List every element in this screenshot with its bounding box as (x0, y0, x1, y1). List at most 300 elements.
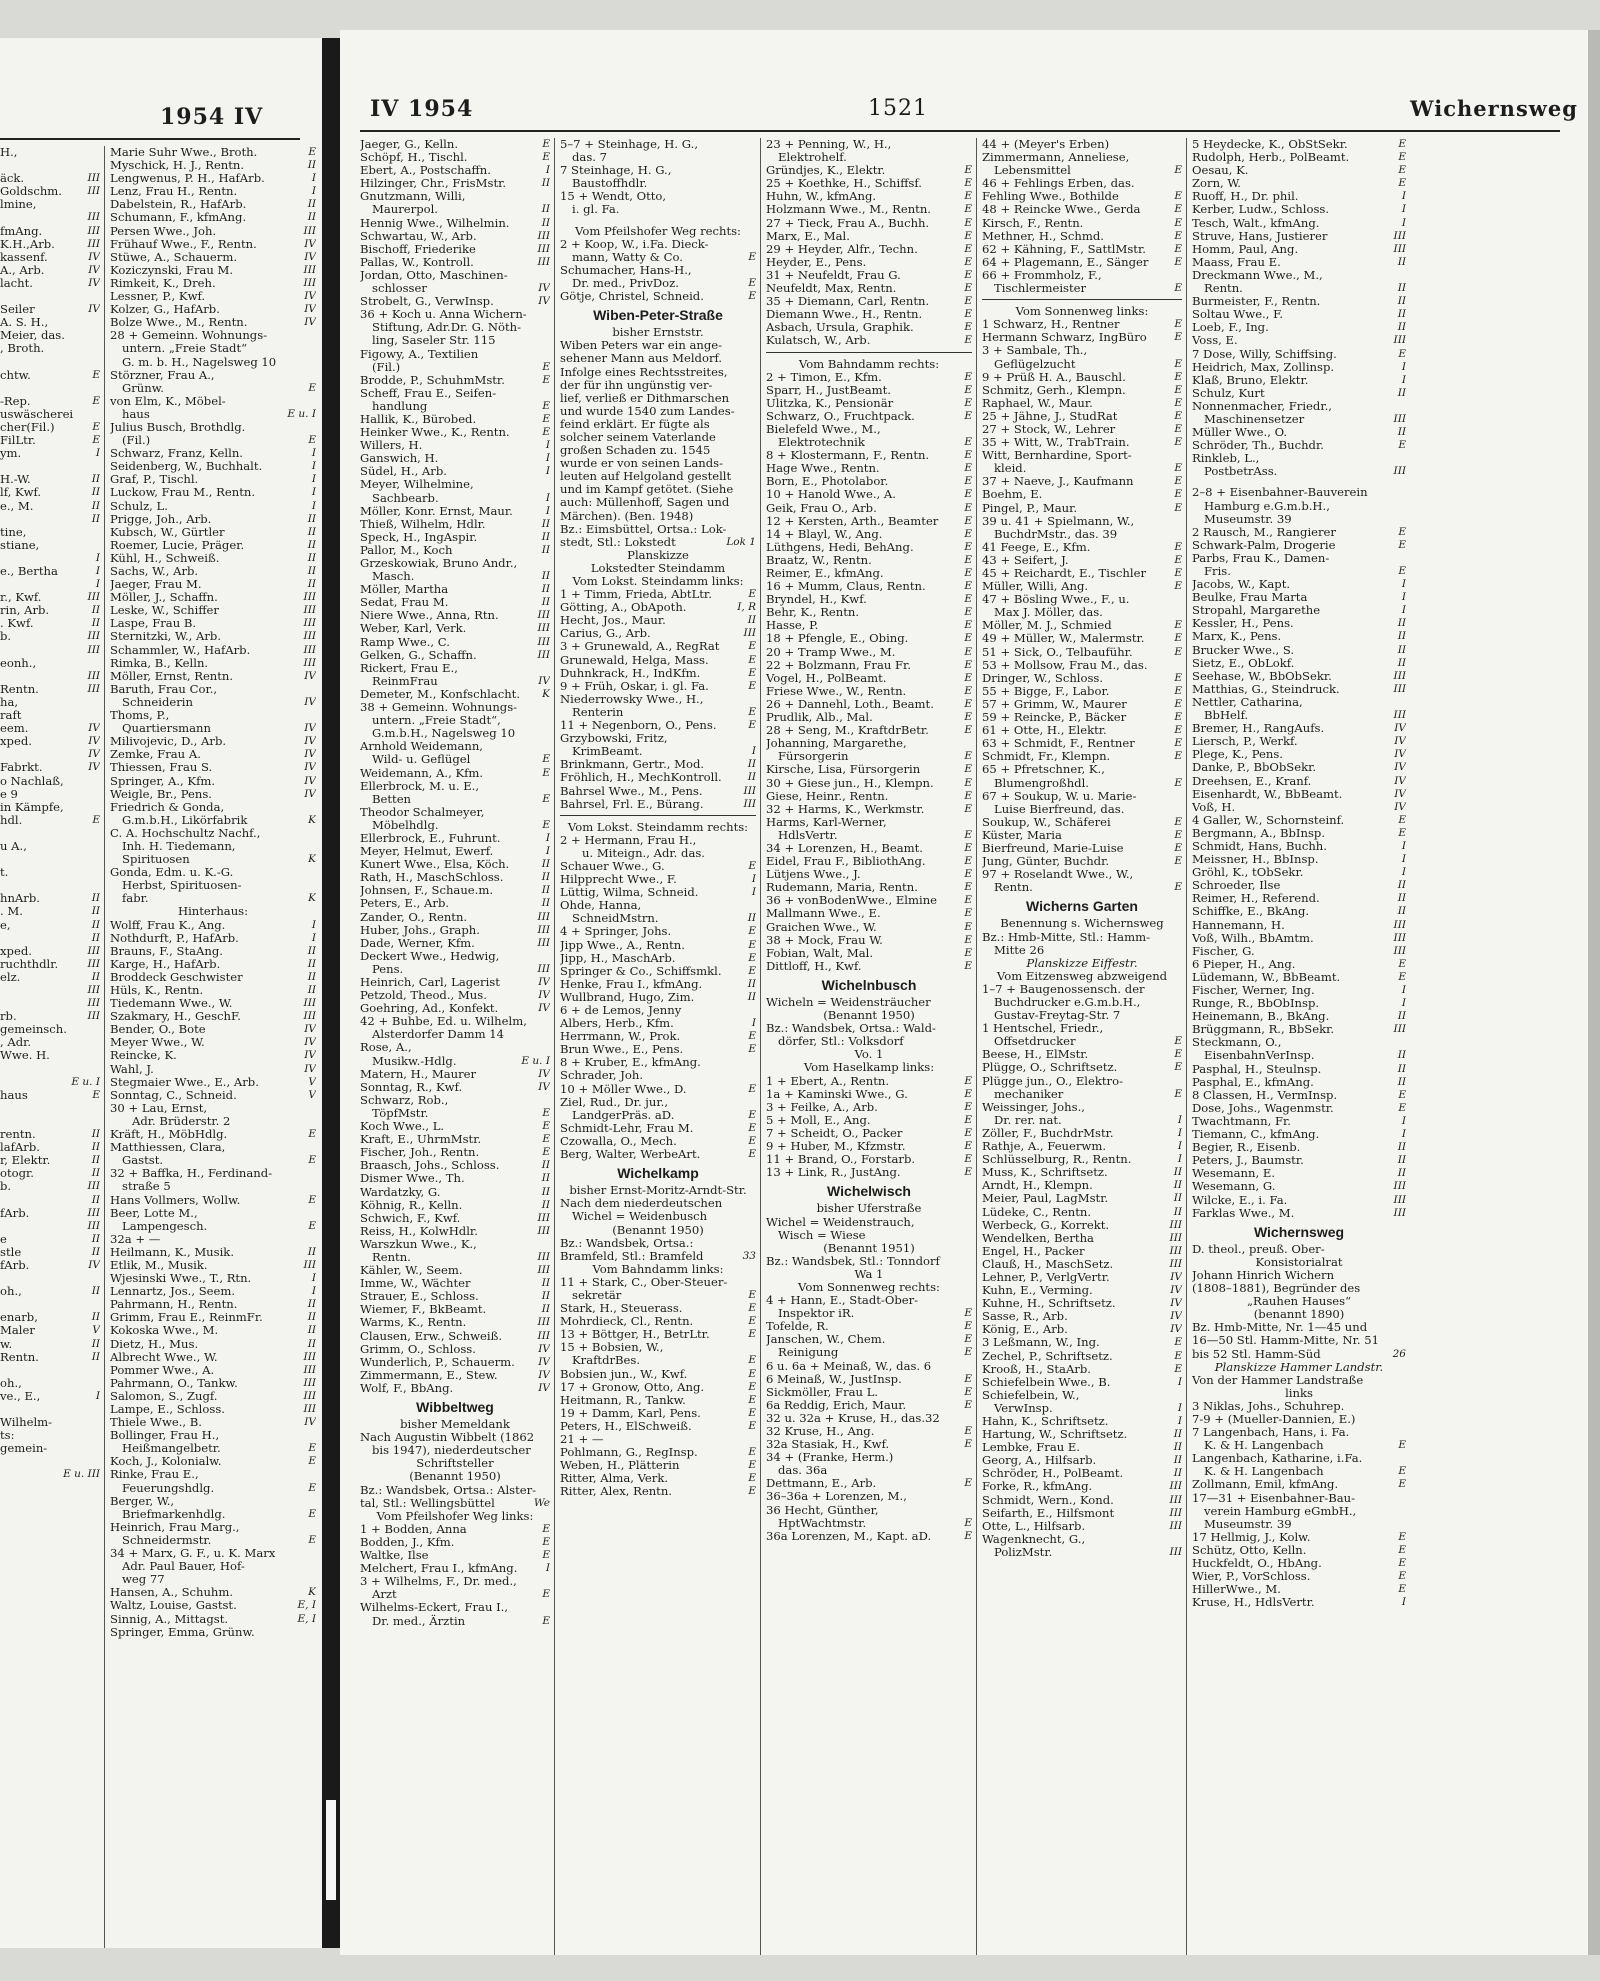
floor-marker: IV (88, 761, 100, 774)
entry-text: Tischlermeister (994, 281, 1087, 296)
entry-text: Wesemann, G. (1192, 1179, 1276, 1194)
directory-entry (0, 1416, 100, 1429)
entry-text: Pasphal, H., Steulnsp. (1192, 1061, 1322, 1076)
entry-text: das. 7 (572, 150, 608, 165)
floor-marker: III (537, 609, 550, 622)
entry-text: Museumstr. 39 (1204, 1516, 1292, 1531)
entry-text: Jacobs, W., Kapt. (1192, 577, 1291, 592)
floor-marker: E (964, 1516, 972, 1529)
entry-text: Vom Haselkamp links: (803, 1060, 935, 1075)
entry-text: Pasphal, E., kfmAng. (1192, 1074, 1314, 1089)
floor-marker: II (91, 1128, 100, 1141)
floor-marker: III (87, 643, 100, 656)
entry-text: Heinrich, Frau Marg., (110, 1519, 240, 1534)
street-title (1192, 1220, 1406, 1243)
entry-text: Fürsorgerin (778, 749, 849, 764)
entry-text: Herbst, Spirituosen- (122, 878, 242, 893)
entry-text: LandgerPräs. aD. (572, 1107, 675, 1122)
floor-marker: E (748, 640, 756, 653)
entry-text: Warms, K., Rentn. (360, 1315, 467, 1330)
entry-text: Vogel, H., PolBeamt. (766, 670, 887, 685)
entry-text: Hage Wwe., Rentn. (766, 461, 880, 476)
floor-marker: E (542, 792, 550, 805)
entry-text: Dr. med., PrivDoz. (572, 275, 679, 290)
entry-text: 9 + Früh, Oskar, i. gl. Fa. (560, 678, 709, 693)
floor-marker: K (542, 687, 550, 700)
entry-text: Adr. Paul Bauer, Hof- (122, 1559, 245, 1574)
entry-text: Ebert, A., Postschaffn. (360, 163, 491, 178)
directory-entry (360, 1382, 550, 1395)
floor-marker: E (1174, 1349, 1182, 1362)
floor-marker: E (964, 1166, 972, 1179)
floor-marker: E (748, 653, 756, 666)
floor-marker: II (91, 918, 100, 931)
entry-text: Fobian, Walt, Mal. (766, 945, 874, 960)
floor-marker: E (308, 1128, 316, 1141)
floor-marker: E u. I (521, 1054, 550, 1067)
floor-marker: E (308, 1219, 316, 1232)
floor-marker: E (964, 959, 972, 972)
floor-marker: III (537, 910, 550, 923)
entry-text: Peters, J., Baumstr. (1192, 1153, 1304, 1168)
entry-text: BuchdrMstr., das. 39 (994, 526, 1118, 541)
floor-marker: II (747, 990, 756, 1003)
entry-text: kassenf. (0, 249, 48, 264)
directory-entry (0, 342, 100, 355)
floor-marker: E (964, 527, 972, 540)
floor-marker: IV (1170, 1310, 1182, 1323)
floor-marker: E (542, 818, 550, 831)
entry-text: Hasse, P. (766, 618, 819, 633)
entry-text: 12 + Kersten, Arth., Beamter (766, 513, 939, 528)
entry-text: Rentn. (1204, 281, 1243, 296)
entry-text: Wesemann, E. (1192, 1166, 1276, 1181)
floor-marker: II (747, 758, 756, 771)
entry-text: Gastst. (122, 1153, 164, 1168)
floor-marker: E (1398, 1101, 1406, 1114)
floor-marker: E (964, 1346, 972, 1359)
entry-text: Meyer, Wilhelmine, (360, 477, 474, 492)
floor-marker: IV (304, 735, 316, 748)
floor-marker: II (307, 944, 316, 957)
directory-entry (0, 1049, 100, 1062)
floor-marker: IV (304, 1023, 316, 1036)
entry-text: Tiemann, C., kfmAng. (1192, 1127, 1320, 1142)
floor-marker: III (1169, 1519, 1182, 1532)
entry-text: Niere Wwe., Anna, Rtn. (360, 608, 499, 623)
floor-marker: IV (304, 303, 316, 316)
floor-marker: II (541, 1290, 550, 1303)
floor-marker: E (964, 216, 972, 229)
entry-text: 57 + Grimm, W., Maurer (982, 696, 1127, 711)
entry-text: VerwInsp. (994, 1400, 1053, 1415)
floor-marker: IV (538, 1342, 550, 1355)
entry-text: Vom Sonnenweg rechts: (798, 1279, 940, 1294)
floor-marker: III (87, 669, 100, 682)
entry-text: Roemer, Lucie, Präger. (110, 537, 245, 552)
entry-text: Sonntag, C., Schneid. (110, 1087, 237, 1102)
entry-text: Berg, Walter, WerbeArt. (560, 1147, 701, 1162)
floor-marker: IV (304, 290, 316, 303)
entry-text: Wibbeltweg (416, 1399, 494, 1415)
entry-text: lief, verließ er Dithmarschen (560, 390, 730, 405)
floor-marker: E (1174, 216, 1182, 229)
entry-text: Plügge jun., O., Elektro- (982, 1073, 1123, 1088)
entry-text: Bierfreund, Marie-Luise (982, 840, 1124, 855)
entry-text: Jaeger, Frau M. (110, 577, 202, 592)
entry-text: Beese, H., ElMstr. (982, 1047, 1089, 1062)
directory-entry (1192, 465, 1406, 478)
entry-text: K.H.,Arb. (0, 236, 55, 251)
entry-text: Rickert, Frau E., (360, 660, 458, 675)
entry-text: und im Kampf getötet. (Siehe (560, 482, 734, 497)
floor-marker: III (87, 1180, 100, 1193)
floor-marker: E (964, 828, 972, 841)
floor-marker: III (743, 627, 756, 640)
floor-marker: III (303, 276, 316, 289)
floor-marker: I (95, 1389, 100, 1402)
entry-text: 1–7 + Baugenossensch. der (982, 981, 1145, 996)
entry-text: untern. „Freie Stadt“ (122, 341, 248, 356)
floor-marker: III (1169, 1244, 1182, 1257)
entry-text: chtw. (0, 367, 31, 382)
entry-text: Schwich, F., Kwf. (360, 1210, 461, 1225)
floor-marker: II (91, 905, 100, 918)
right-page (340, 30, 1588, 1955)
directory-entry (0, 630, 100, 643)
entry-text: Jipp Wwe., A., Rentn. (560, 937, 685, 952)
floor-marker: E (964, 1153, 972, 1166)
floor-marker: I (1177, 1375, 1182, 1388)
entry-text: 7 + Scheidt, O., Packer (766, 1125, 903, 1140)
floor-marker: IV (538, 295, 550, 308)
entry-text: Lokstedter Steindamm (590, 560, 726, 575)
entry-text: bisher Uferstraße (816, 1201, 922, 1216)
floor-marker: II (541, 543, 550, 556)
entry-text: mechaniker (994, 1086, 1064, 1101)
entry-text: Behr, K., Rentn. (766, 605, 860, 620)
entry-text: (Benannt 1950) (823, 1008, 915, 1023)
floor-marker: III (537, 622, 550, 635)
entry-text: Plügge, O., Schriftsetz. (982, 1060, 1118, 1075)
floor-marker: III (1393, 1023, 1406, 1036)
floor-marker: IV (538, 1381, 550, 1394)
entry-text: Grimm, Frau E., ReinmFr. (110, 1310, 263, 1325)
left-page (0, 38, 322, 1948)
floor-marker: E (748, 1108, 756, 1121)
street-title (766, 973, 972, 996)
floor-marker: E (1174, 828, 1182, 841)
entry-text: Seifarth, E., Hilfsmont (982, 1505, 1115, 1520)
floor-marker: II (541, 570, 550, 583)
floor-marker: II (1397, 308, 1406, 321)
entry-text: Elektrotechnik (778, 435, 865, 450)
floor-marker: II (541, 1185, 550, 1198)
floor-marker: E (542, 1120, 550, 1133)
entry-text: Vom Lokst. Steindamm links: (572, 574, 744, 588)
floor-marker: E (1398, 970, 1406, 983)
floor-marker: II (541, 1159, 550, 1172)
entry-text: Hennig Wwe., Wilhelmin. (360, 215, 510, 230)
directory-entry (0, 1455, 100, 1468)
entry-text: Twachtmann, Fr. (1192, 1113, 1291, 1128)
entry-text: Loeb, F., Ing. (1192, 320, 1269, 335)
floor-marker: E (964, 242, 972, 255)
floor-marker: E (964, 190, 972, 203)
floor-marker: E (964, 501, 972, 514)
entry-text: Graf, P., Tischl. (110, 472, 199, 487)
entry-text: eem. (0, 721, 29, 736)
entry-text: Fabrkt. (0, 760, 43, 775)
entry-text: 32 + Harms, K., Werkmstr. (766, 801, 925, 816)
entry-text: 17—31 + Eisenbahner-Bau- (1192, 1490, 1356, 1505)
entry-text: Springer, Emma, Grünw. (110, 1624, 255, 1639)
street-title (982, 894, 1182, 917)
entry-text: Jordan, Otto, Maschinen- (360, 267, 508, 282)
entry-text: 6 + de Lemos, Jenny (560, 1003, 682, 1017)
entry-text: lf, Kwf. (0, 485, 42, 500)
entry-text: dörfer, Stl.: Volksdorf (778, 1034, 904, 1049)
entry-text: Wolf, F., BbAng. (360, 1380, 454, 1395)
floor-marker: III (1393, 334, 1406, 347)
entry-text: Möller, M. J., Schmied (982, 618, 1112, 633)
floor-marker: II (541, 177, 550, 190)
entry-text: Meier, das. (0, 328, 65, 343)
entry-text: 5 Heydecke, K., ObStSekr. (1192, 138, 1348, 151)
entry-text: Laspe, Frau B. (110, 616, 197, 631)
entry-text: Bobsien jun., W., Kwf. (560, 1366, 688, 1381)
entry-text: Langenbach, Katharine, i.Fa. (1192, 1451, 1363, 1466)
floor-marker: I (545, 831, 550, 844)
floor-marker: E (748, 1288, 756, 1301)
floor-marker: III (537, 229, 550, 242)
entry-text: ReinmFrau (372, 673, 438, 688)
floor-marker: III (87, 1219, 100, 1232)
floor-marker: E (964, 593, 972, 606)
entry-text: Springer, A., Kfm. (110, 773, 216, 788)
entry-text: Geik, Frau O., Arb. (766, 500, 877, 515)
entry-text: Vo. 1 (854, 1047, 884, 1062)
column-e (982, 138, 1182, 1559)
entry-text: Born, E., Photolabor. (766, 474, 889, 489)
floor-marker: IV (1394, 787, 1406, 800)
entry-text: Hannemann, H. (1192, 917, 1285, 932)
entry-text: 4 Galler, W., Schornsteinf. (1192, 812, 1345, 827)
directory-entry (982, 881, 1182, 894)
entry-text: 8 Classen, H., VermInsp. (1192, 1087, 1338, 1102)
floor-marker: E (964, 488, 972, 501)
entry-text: Matern, H., Maurer (360, 1066, 477, 1081)
floor-marker: II (307, 512, 316, 525)
floor-marker: I (545, 452, 550, 465)
right-header-rule (360, 130, 1560, 132)
directory-entry (0, 500, 100, 513)
entry-text: Demeter, M., Konfschlacht. (360, 686, 521, 701)
floor-marker: E (308, 381, 316, 394)
entry-text: 2 + Hermann, Frau H., (560, 832, 697, 847)
floor-marker: E (542, 138, 550, 150)
entry-text: Thiessen, Frau S. (110, 760, 213, 775)
entry-text: Julius Busch, Brothdlg. (110, 419, 246, 434)
entry-text: Musikw.-Hdlg. (372, 1053, 457, 1068)
entry-text: r., Kwf. (0, 590, 42, 605)
entry-text: Betten (372, 791, 412, 806)
entry-text: Rentn. (0, 681, 39, 696)
floor-marker: E (748, 925, 756, 938)
entry-text: 1 + Bodden, Anna (360, 1521, 467, 1536)
floor-marker: E (964, 881, 972, 894)
entry-text: Lüttig, Wilma, Schneid. (560, 885, 699, 900)
floor-marker: II (91, 604, 100, 617)
floor-marker: I (545, 465, 550, 478)
entry-text: Kolzer, G., HafArb. (110, 302, 220, 317)
entry-text: 3 + Grunewald, A., RegRat (560, 639, 720, 654)
entry-text: Rathje, A., Feuerwm. (982, 1139, 1107, 1154)
floor-marker: II (307, 211, 316, 224)
floor-marker: I (1177, 1401, 1182, 1414)
entry-text: Sickmöller, Frau L. (766, 1384, 879, 1399)
floor-marker: I (545, 504, 550, 517)
floor-marker: III (87, 1010, 100, 1023)
entry-text: 49 + Müller, W., Malermstr. (982, 631, 1145, 646)
floor-marker: II (747, 977, 756, 990)
entry-text: 1 + Timm, Frieda, AbtLtr. (560, 587, 712, 602)
entry-text: Kulatsch, W., Arb. (766, 333, 871, 348)
floor-marker: II (91, 1141, 100, 1154)
floor-marker: I (1401, 203, 1406, 216)
entry-text: Springer & Co., Schiffsmkl. (560, 963, 722, 978)
floor-marker: E (964, 907, 972, 920)
entry-text: Masch. (372, 569, 415, 584)
floor-marker: E (1398, 525, 1406, 538)
floor-marker: III (87, 185, 100, 198)
entry-text: 45 + Reichardt, E., Tischler (982, 566, 1146, 580)
floor-marker: II (91, 617, 100, 630)
entry-text: 25 + Jähne, J., StudRat (982, 408, 1118, 423)
entry-text: Meissner, H., BbInsp. (1192, 852, 1319, 867)
floor-marker: III (87, 237, 100, 250)
entry-text: Maass, Frau E. (1192, 254, 1281, 269)
entry-text: Brun Wwe., E., Pens. (560, 1042, 684, 1057)
entry-text: Jung, Günter, Buchdr. (982, 854, 1110, 869)
entry-text: (Benannt 1950) (409, 1469, 501, 1484)
entry-text: C. A. Hochschultz Nachf., (110, 825, 261, 840)
entry-text: Ziel, Rud., Dr. jur., (560, 1094, 669, 1109)
floor-marker: IV (88, 735, 100, 748)
floor-marker: III (537, 936, 550, 949)
entry-text: Burmeister, F., Rentn. (1192, 294, 1321, 309)
entry-text: Hüls, K., Rentn. (110, 983, 204, 997)
entry-text: Wichelwisch (827, 1183, 911, 1200)
entry-text: TöpfMstr. (372, 1105, 429, 1120)
entry-text: Pingel, P., Maur. (982, 500, 1078, 515)
entry-text: Johanning, Margarethe, (766, 736, 907, 751)
floor-marker: I (95, 551, 100, 564)
entry-text: Koch, J., Kolonialw. (110, 1454, 222, 1469)
floor-marker: II (307, 970, 316, 983)
floor-marker: II (307, 1311, 316, 1324)
entry-text: Maurerpol. (372, 202, 438, 217)
entry-text: 6 u. 6a + Meinaß, W., das. 6 (766, 1358, 932, 1373)
floor-marker: II (1397, 617, 1406, 630)
entry-text: Wier, P., VorSchloss. (1192, 1569, 1311, 1584)
floor-marker: IV (304, 695, 316, 708)
entry-text: 97 + Roselandt Wwe., W., (982, 867, 1134, 882)
floor-marker: II (1397, 905, 1406, 918)
floor-marker: E u. I (71, 1075, 100, 1088)
entry-text: 67 + Soukup, W. u. Marie- (982, 788, 1137, 803)
entry-text: HillerWwe., M. (1192, 1582, 1281, 1597)
floor-marker: III (1393, 918, 1406, 931)
entry-text: 21 + — (560, 1432, 604, 1446)
entry-text: (Fil.) (372, 359, 401, 374)
entry-text: 1 + Ebert, A., Rentn. (766, 1073, 890, 1088)
entry-text: Koch Wwe., L. (360, 1119, 445, 1134)
floor-marker: III (537, 1329, 550, 1342)
floor-marker: E (748, 859, 756, 872)
floor-marker: IV (1394, 800, 1406, 813)
floor-marker: E (748, 276, 756, 289)
floor-marker: E (964, 1140, 972, 1153)
entry-text: Wichelnbusch (821, 976, 917, 993)
entry-text: Thoms, P., (110, 708, 170, 723)
floor-marker: I (751, 873, 756, 886)
entry-text: Wagenknecht, G., (982, 1531, 1086, 1546)
entry-text: Petzold, Theod., Mus. (360, 988, 487, 1003)
entry-text: Heinemann, B., BkAng. (1192, 1009, 1330, 1024)
entry-text: Heinker Wwe., K., Rentn. (360, 425, 510, 440)
entry-text: Thieß, Wilhelm, Hdlr. (360, 516, 486, 531)
entry-text: Runge, R., BbObInsp. (1192, 996, 1320, 1011)
entry-text: Jaeger, G., Kelln. (360, 138, 459, 151)
floor-marker: IV (88, 276, 100, 289)
entry-text: straße 5 (122, 1179, 171, 1194)
entry-text: Kessler, H., Pens. (1192, 616, 1294, 631)
floor-marker: II (541, 216, 550, 229)
floor-marker: III (1393, 229, 1406, 242)
entry-text: Grunewald, Helga, Mass. (560, 652, 709, 667)
floor-marker: III (1169, 1493, 1182, 1506)
floor-marker: IV (1394, 722, 1406, 735)
entry-text: Arndt, H., Klempn. (982, 1178, 1093, 1193)
entry-text: Rimkeit, K., Dreh. (110, 275, 216, 290)
directory-entry (982, 1546, 1182, 1559)
entry-text: Götje, Christel, Schneid. (560, 289, 704, 304)
entry-text: Wahl, J. (110, 1061, 154, 1076)
floor-marker: E (964, 449, 972, 462)
floor-marker: II (541, 871, 550, 884)
entry-text: Harms, Karl-Werner, (766, 814, 887, 829)
entry-text: Kraft, E., UhrmMstr. (360, 1132, 482, 1147)
entry-text: 27 + Tieck, Frau A., Buchh. (766, 215, 930, 230)
entry-text: 2 + Koop, W., i.Fa. Dieck- (560, 236, 709, 251)
floor-marker: I (1401, 1128, 1406, 1141)
floor-marker: II (1397, 1010, 1406, 1023)
entry-text: xped. (0, 943, 32, 958)
entry-text: Wichel = Weidenstrauch, (766, 1214, 915, 1229)
floor-marker: II (91, 486, 100, 499)
floor-marker: I (1401, 997, 1406, 1010)
floor-marker: E (964, 671, 972, 684)
floor-marker: IV (304, 761, 316, 774)
entry-text: Ulitzka, K., Pensionär (766, 395, 894, 410)
floor-marker: E (1398, 1557, 1406, 1570)
entry-text: bisher Ernststr. (612, 325, 704, 340)
book-gutter (322, 38, 340, 1948)
floor-marker: E (1398, 347, 1406, 360)
entry-text: Ganswich, H. (360, 451, 439, 466)
floor-marker: E (748, 1419, 756, 1432)
